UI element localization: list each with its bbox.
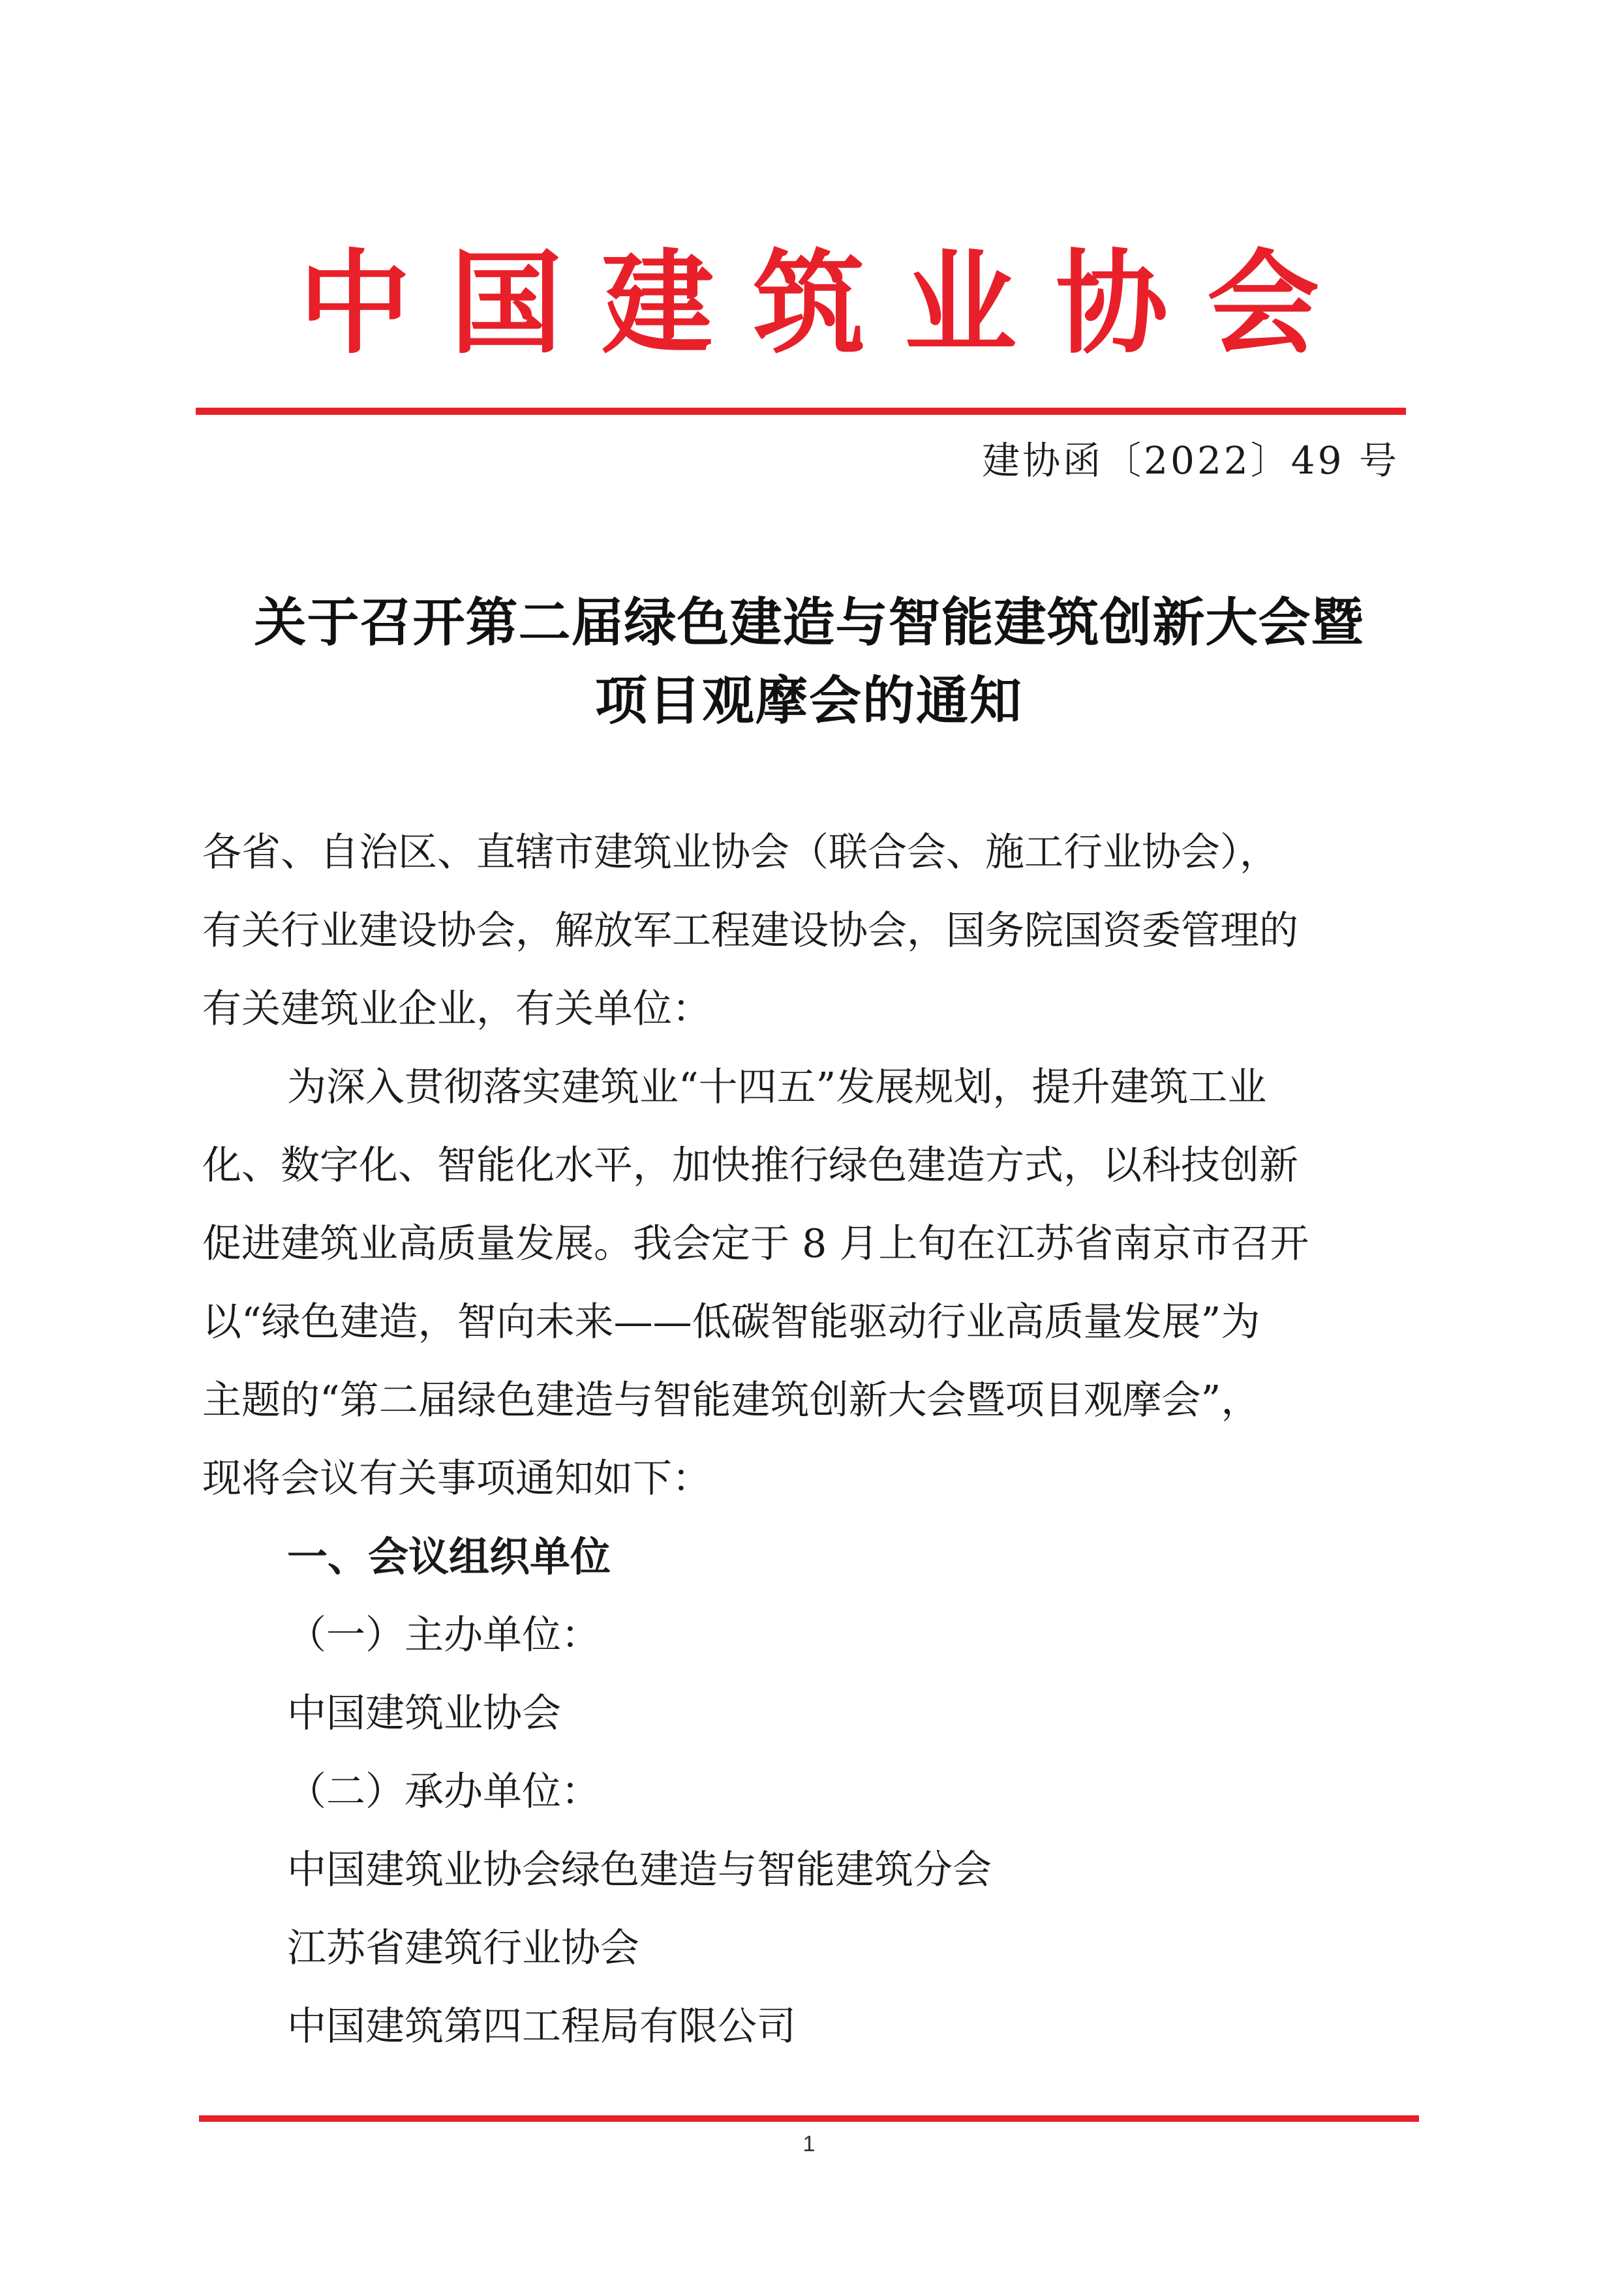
addressee-line-1: 各省、自治区、直辖市建筑业协会（联合会、施工行业协会），	[202, 830, 1279, 875]
page-number: 1	[802, 2132, 816, 2156]
document-number: 建协函〔2022〕49 号	[982, 438, 1399, 483]
letterhead-red-rule	[196, 408, 1406, 415]
notice-title-line-1: 关于召开第二届绿色建造与智能建筑创新大会暨	[254, 592, 1364, 653]
paragraph-1-line-2: 化、数字化、智能化水平，加快推行绿色建造方式，以科技创新	[202, 1143, 1298, 1188]
co-organizer-3: 中国建筑第四工程局有限公司	[287, 2004, 796, 2049]
addressee-line-2: 有关行业建设协会，解放军工程建设协会，国务院国资委管理的	[202, 908, 1298, 954]
addressee-line-3: 有关建筑业企业，有关单位：	[202, 986, 711, 1032]
organizer-name: 中国建筑业协会	[287, 1691, 561, 1736]
co-organizer-1: 中国建筑业协会绿色建造与智能建筑分会	[287, 1847, 992, 1893]
paragraph-1-line-4: 以“绿色建造，智向未来——低碳智能驱动行业高质量发展”为	[202, 1299, 1260, 1345]
paragraph-1-line-5: 主题的“第二届绿色建造与智能建筑创新大会暨项目观摩会”，	[202, 1378, 1260, 1423]
paragraph-1-line-1: 为深入贯彻落实建筑业“十四五”发展规划，提升建筑工业	[287, 1065, 1267, 1110]
paragraph-1-line-6: 现将会议有关事项通知如下：	[202, 1456, 711, 1502]
letterhead-org-name: 中国建筑业协会	[299, 237, 1358, 369]
subsection-2-label: （二）承办单位：	[287, 1769, 600, 1815]
section-1-heading: 一、会议组织单位	[287, 1533, 611, 1580]
subsection-1-label: （一）主办单位：	[287, 1612, 600, 1658]
notice-title-line-2: 项目观摩会的通知	[595, 671, 1023, 731]
footer-red-rule	[199, 2115, 1419, 2122]
co-organizer-2: 江苏省建筑行业协会	[287, 1926, 639, 1971]
paragraph-1-line-3: 促进建筑业高质量发展。我会定于 8 月上旬在江苏省南京市召开	[202, 1221, 1309, 1267]
